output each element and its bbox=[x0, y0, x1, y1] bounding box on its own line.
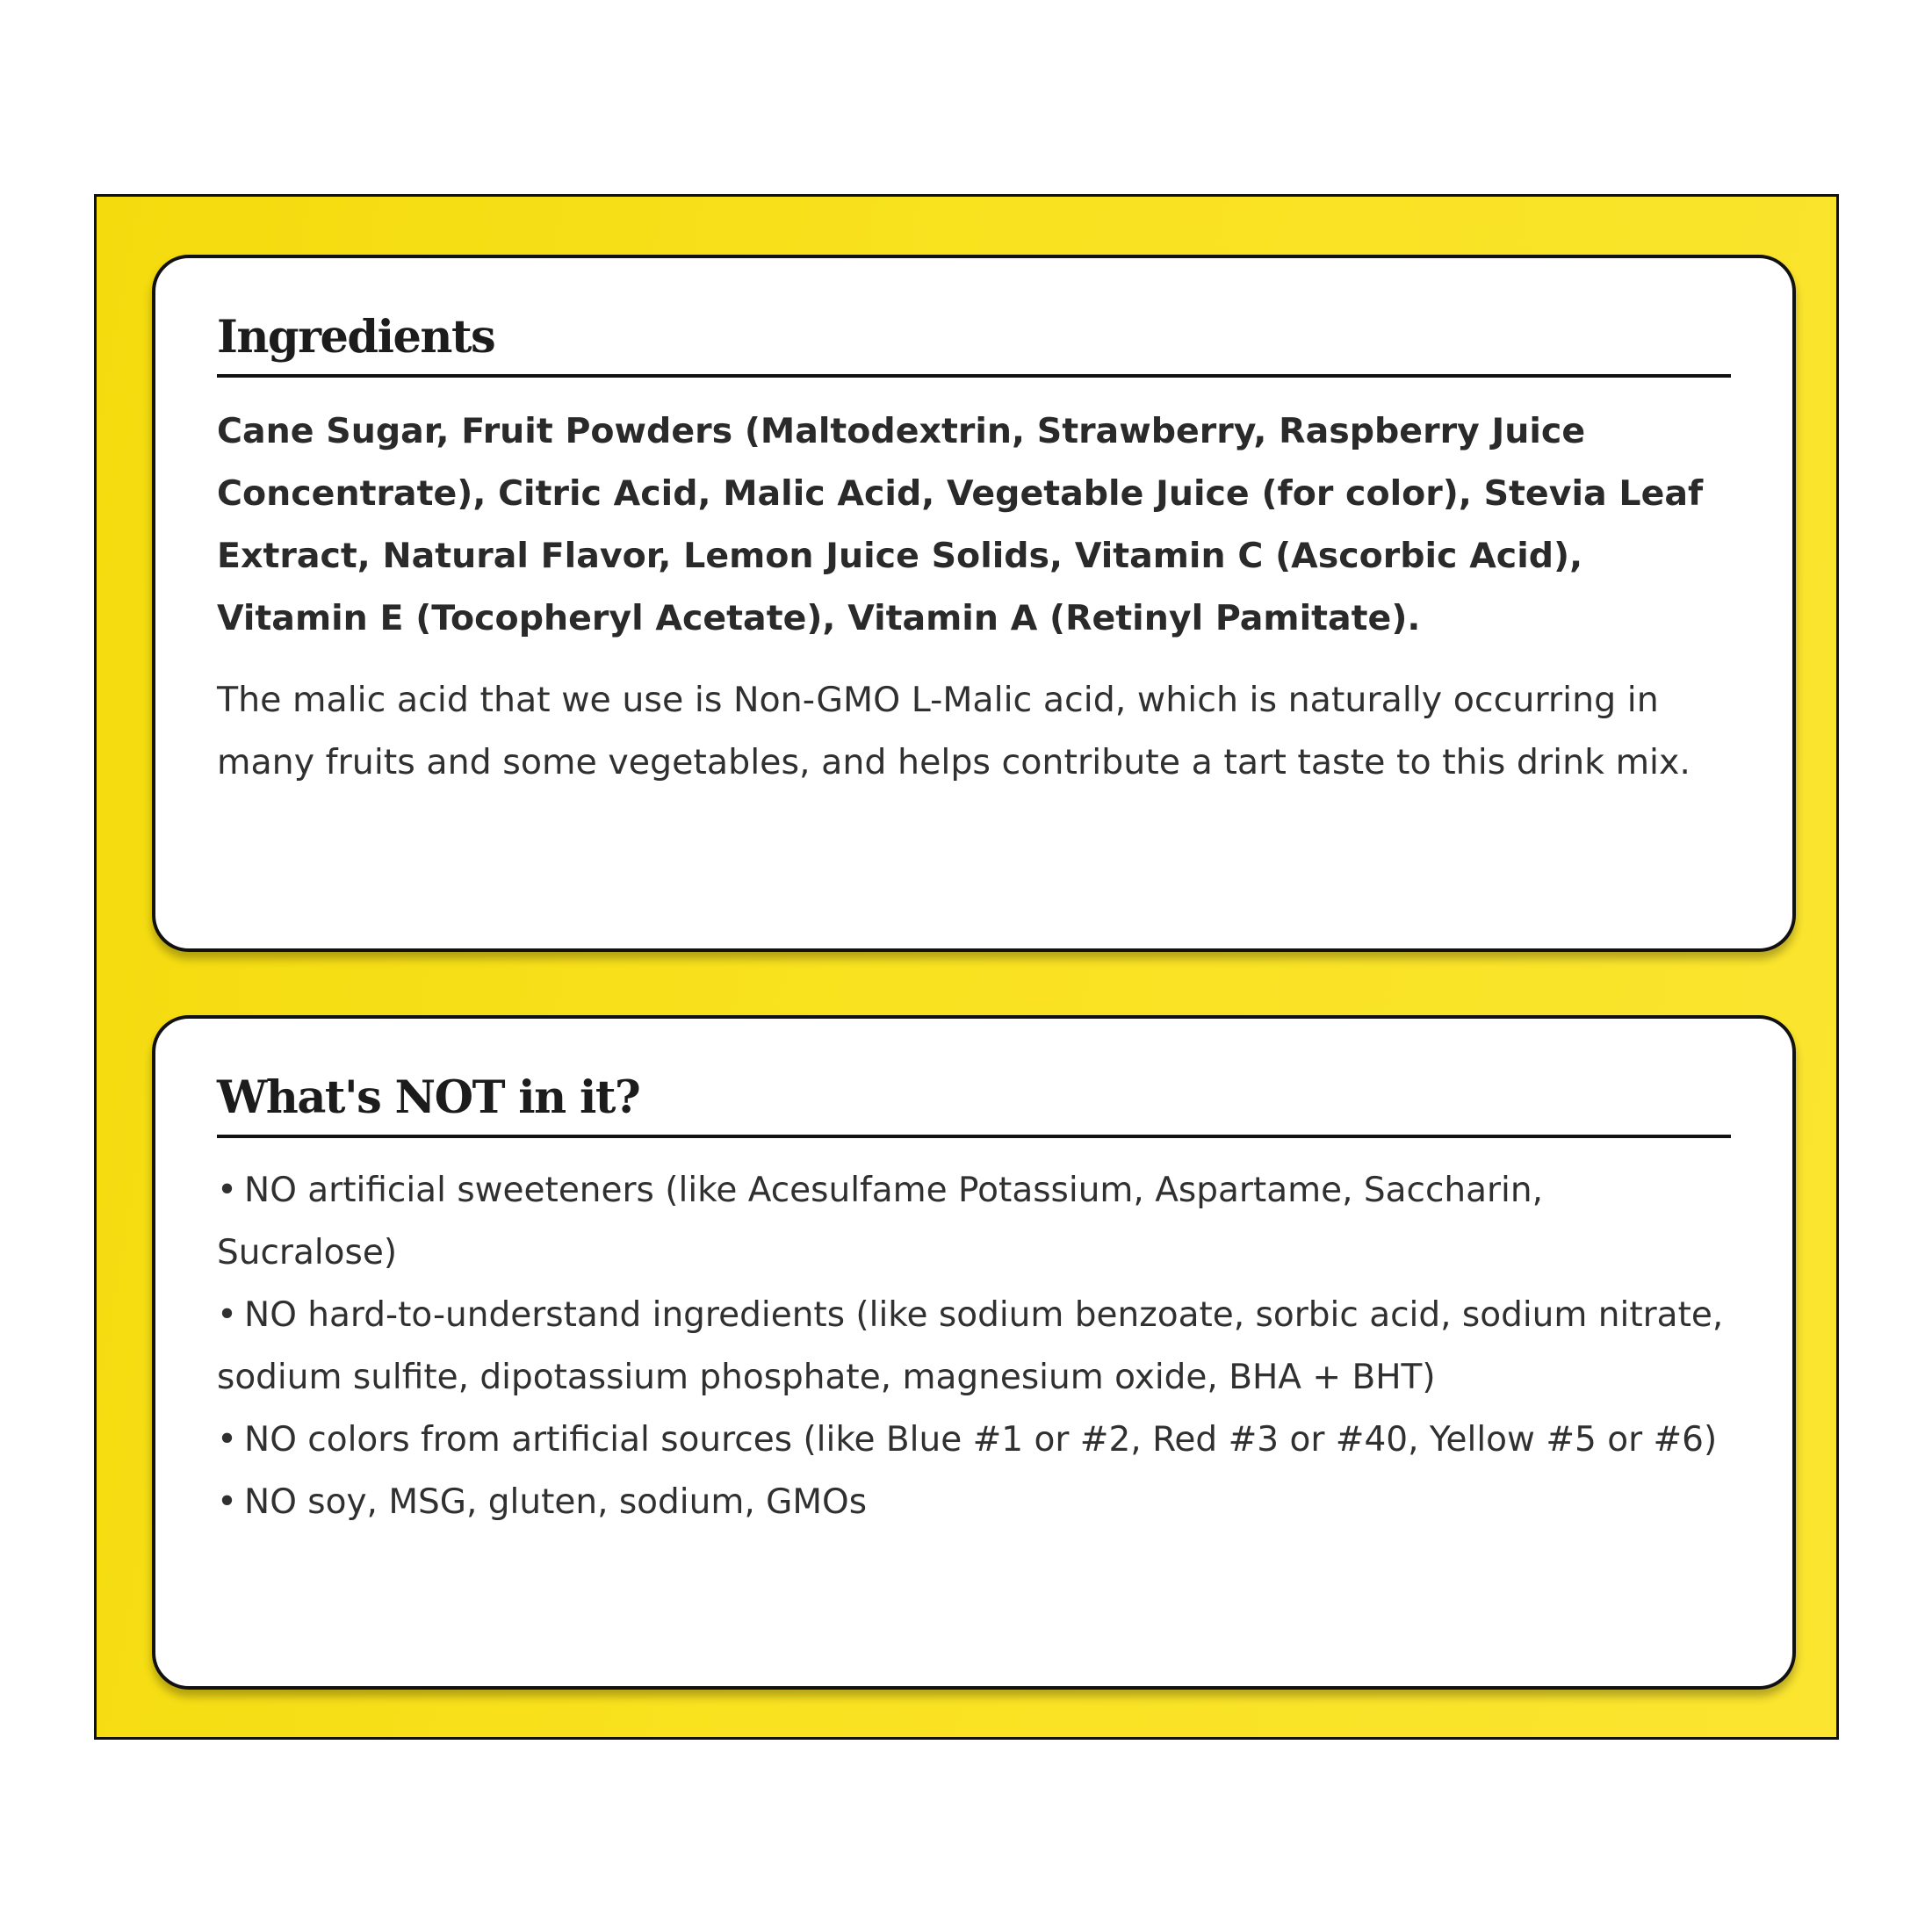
yellow-panel bbox=[94, 194, 1839, 1740]
list-item bbox=[217, 1471, 1731, 1533]
ingredients-list-text: Cane Sugar, Fruit Powders (Maltodextrin, Strawberry, Raspberry Juice Concentrate), Citric Acid, Malic Acid, Vegetable Juice (for color), Stevia Leaf Extract, Natural Flavor, Lemon Juice Solids, Vitamin C (Ascorbic Acid), Vitamin E (Tocopheryl Acetate), Vitamin A (Retinyl Pamitate). bbox=[217, 411, 1704, 638]
list-item-text: NO hard-to-understand ingredients (like sodium benzoate, sorbic acid, sodium nitrate, sodium sulfite, dipotassium phosphate, magnesium oxide, BHA + BHT) bbox=[217, 1295, 1724, 1397]
list-item-text: NO artificial sweeteners (like Acesulfame Potassium, Aspartame, Saccharin, Sucralose) bbox=[217, 1171, 1544, 1272]
bullet-glyph: • bbox=[217, 1482, 238, 1522]
list-item bbox=[217, 1409, 1731, 1471]
bullet-glyph: • bbox=[217, 1171, 238, 1210]
malic-acid-note: The malic acid that we use is Non-GMO L-Malic acid, which is naturally occurring in many fruits and some vegetables, and helps contribute a tart taste to this drink mix. bbox=[217, 680, 1690, 782]
list-item-text: NO soy, MSG, gluten, sodium, GMOs bbox=[244, 1482, 868, 1522]
ingredients-title: Ingredients bbox=[217, 311, 1731, 378]
bullet-glyph: • bbox=[217, 1420, 238, 1460]
list-item bbox=[217, 1284, 1731, 1409]
list-item-text: NO colors from artificial sources (like Blue #1 or #2, Red #3 or #40, Yellow #5 or #6) bbox=[244, 1420, 1718, 1460]
ingredients-card-content bbox=[217, 311, 1731, 794]
bullet-glyph: • bbox=[217, 1295, 238, 1335]
ingredients-card bbox=[152, 255, 1796, 952]
not-in-it-title: What's NOT in it? bbox=[217, 1071, 1731, 1138]
not-in-it-list bbox=[217, 1159, 1731, 1533]
list-item bbox=[217, 1159, 1731, 1284]
not-in-it-card-content bbox=[217, 1071, 1731, 1533]
not-in-it-card bbox=[152, 1015, 1796, 1690]
